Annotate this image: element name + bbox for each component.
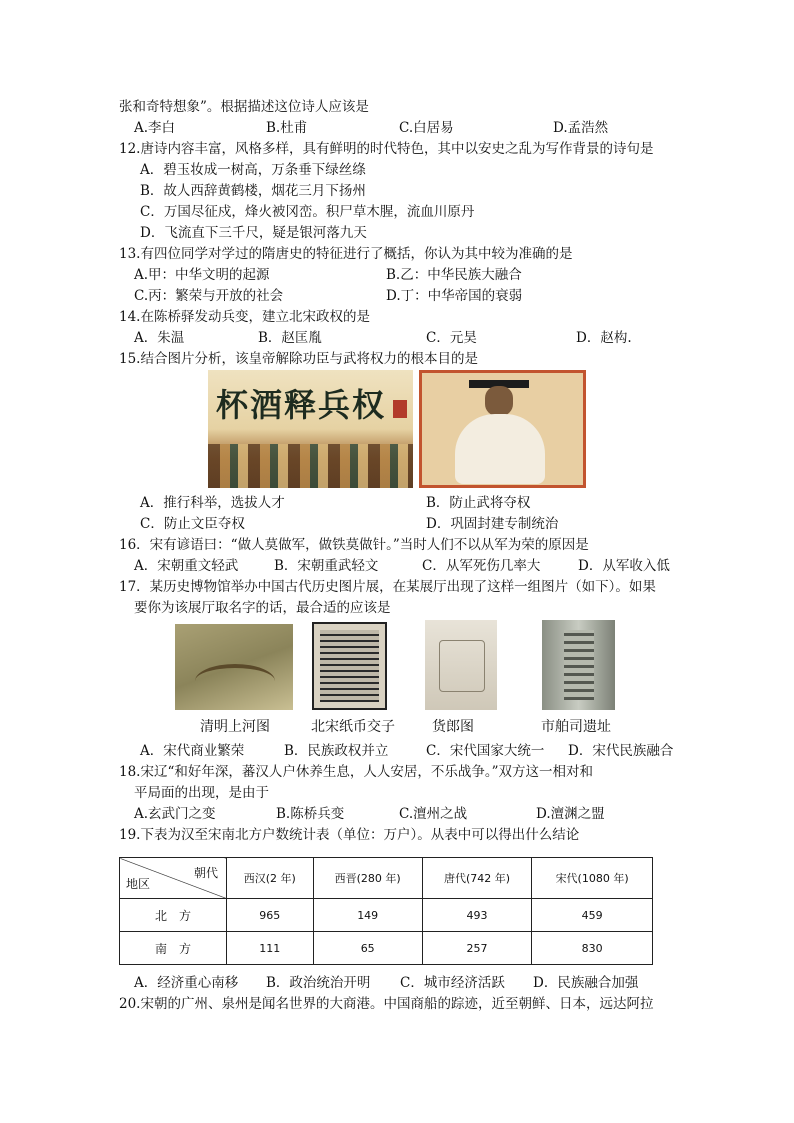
q11-option-b: B.杜甫: [266, 120, 308, 136]
caption-huolang: 货郎图: [432, 719, 474, 735]
table-region-cell: 南 方: [120, 932, 227, 965]
table-row: [120, 932, 653, 965]
q19-option-b: B．政治统治开明: [266, 975, 371, 991]
q15-option-c: C．防止文臣夺权: [140, 516, 245, 532]
q12-stem: 12.唐诗内容丰富，风格多样，具有鲜明的时代特色，其中以安史之乱为写作背景的诗句是: [119, 141, 654, 157]
q19-option-c: C．城市经济活跃: [400, 975, 505, 991]
corner-dynasty-label: 朝代: [193, 866, 218, 880]
q11-option-a: A.李白: [134, 120, 176, 136]
q12-option-c: C．万国尽征戍，烽火被冈峦。积尸草木腥，流血川原丹: [140, 204, 475, 220]
banquet-painting-image: [208, 370, 413, 488]
q15-stem: 15.结合图片分析，该皇帝解除功臣与武将权力的根本目的是: [119, 351, 478, 367]
q14-option-b: B．赵匡胤: [258, 330, 322, 346]
table-header-cell: 西晋(280 年): [313, 858, 422, 899]
q18-option-b: B.陈桥兵变: [276, 806, 345, 822]
q14-option-d: D．赵构.: [576, 330, 632, 346]
table-row: [120, 899, 653, 932]
table-cell: 65: [313, 932, 422, 965]
table-cell: 149: [313, 899, 422, 932]
q17-option-d: D．宋代民族融合: [568, 743, 674, 759]
q17-option-a: A．宋代商业繁荣: [140, 743, 245, 759]
q17-option-c: C．宋代国家大统一: [426, 743, 545, 759]
q11-option-c: C.白居易: [399, 120, 454, 136]
table-cell: 830: [532, 932, 653, 965]
q16-option-d: D．从军收入低: [578, 558, 670, 574]
q19-option-d: D．民族融合加强: [533, 975, 639, 991]
q13-option-b: B.乙：中华民族大融合: [386, 267, 522, 283]
caption-jiaozi: 北宋纸币交子: [311, 719, 395, 735]
q17-option-b: B．民族政权并立: [284, 743, 389, 759]
table-region-cell: 北 方: [120, 899, 227, 932]
q13-option-d: D.丁：中华帝国的衰弱: [386, 288, 523, 304]
q13-option-c: C.丙：繁荣与开放的社会: [134, 288, 284, 304]
q15-option-a: A．推行科举，选拔人才: [140, 495, 285, 511]
caption-shibosi: 市舶司遗址: [541, 719, 611, 735]
q17-stem-line2: 要你为该展厅取名字的话，最合适的应该是: [134, 600, 391, 616]
q18-option-c: C.澶州之战: [399, 806, 468, 822]
q11-option-d: D.孟浩然: [553, 120, 609, 136]
table-cell: 111: [227, 932, 314, 965]
q13-stem: 13.有四位同学对学过的隋唐史的特征进行了概括，你认为其中较为准确的是: [119, 246, 573, 262]
jiaozi-banknote-image: [312, 622, 387, 710]
table-cell: 257: [422, 932, 531, 965]
table-header-cell: 唐代(742 年): [422, 858, 531, 899]
table-header-cell: 西汉(2 年): [227, 858, 314, 899]
q16-option-a: A．宋朝重文轻武: [134, 558, 239, 574]
q19-option-a: A．经济重心南移: [134, 975, 239, 991]
q14-stem: 14.在陈桥驿发动兵变，建立北宋政权的是: [119, 309, 370, 325]
q14-option-c: C．元昊: [426, 330, 477, 346]
table-corner-cell: [120, 858, 227, 899]
qingming-scroll-image: [175, 624, 293, 710]
q13-option-a: A.甲：中华文明的起源: [134, 267, 270, 283]
red-seal: [393, 400, 407, 418]
population-table: [119, 857, 653, 965]
table-cell: 493: [422, 899, 531, 932]
q18-option-d: D.澶渊之盟: [536, 806, 605, 822]
q12-option-a: A．碧玉妆成一树高，万条垂下绿丝绦: [140, 162, 366, 178]
q18-stem-line1: 18.宋辽“和好年深，蕃汉人户休养生息，人人安居，不乐战争。”双方这一相对和: [119, 764, 594, 780]
q16-stem: 16．宋有谚语曰：“做人莫做军，做铁莫做针。”当时人们不以从军为荣的原因是: [119, 537, 589, 553]
q18-stem-line2: 平局面的出现，是由于: [134, 785, 269, 801]
q12-option-b: B．故人西辞黄鹤楼，烟花三月下扬州: [140, 183, 366, 199]
emperor-portrait-image: [419, 370, 586, 488]
caption-qingming: 清明上河图: [200, 719, 270, 735]
table-header-cell: 宋代(1080 年): [532, 858, 653, 899]
table-cell: 965: [227, 899, 314, 932]
q15-option-d: D．巩固封建专制统治: [426, 516, 559, 532]
q14-option-a: A．朱温: [134, 330, 185, 346]
banner-title-text: 杯酒释兵权: [216, 386, 387, 424]
q17-stem-line1: 17．某历史博物馆举办中国古代历史图片展，在某展厅出现了这样一组图片（如下）。如果: [119, 579, 656, 595]
q11-stem-tail: 张和奇特想象”。根据描述这位诗人应该是: [119, 99, 369, 115]
corner-region-label: 地区: [126, 877, 151, 891]
q18-option-a: A.玄武门之变: [134, 806, 216, 822]
q16-option-c: C．从军死伤几率大: [422, 558, 541, 574]
table-cell: 459: [532, 899, 653, 932]
q19-stem: 19.下表为汉至宋南北方户数统计表（单位：万户）。从表中可以得出什么结论: [119, 827, 580, 843]
huolang-painting-image: [425, 620, 497, 710]
q20-stem: 20.宋朝的广州、泉州是闻名世界的大商港。中国商船的踪迹，近至朝鲜、日本，远达阿拉: [119, 996, 654, 1012]
q16-option-b: B．宋朝重武轻文: [274, 558, 379, 574]
q12-option-d: D．飞流直下三千尺，疑是银河落九天: [140, 225, 367, 241]
table-header-row: [120, 858, 653, 899]
q15-option-b: B．防止武将夺权: [426, 495, 531, 511]
shibosi-ruins-image: [542, 620, 615, 710]
